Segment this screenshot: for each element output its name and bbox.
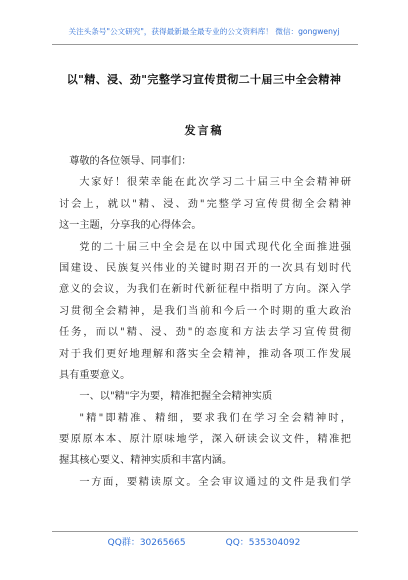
footer-contact bbox=[0, 535, 408, 548]
footer-qq-number: QQ：535304092 bbox=[225, 538, 301, 548]
paragraph-line: 一方面，要精读原文。全会审议通过的文件是我们学 bbox=[79, 476, 351, 488]
header-divider bbox=[52, 44, 358, 45]
paragraph-line: 具有重要意义。 bbox=[59, 369, 131, 381]
paragraph-line: 任务，而以"精、浸、劲"的态度和方法去学习宣传贯彻 bbox=[59, 327, 351, 339]
paragraph-line: 握其核心要义、精神实质和丰富内涵。 bbox=[59, 455, 233, 467]
footer-qq-group: QQ群：30265665 bbox=[107, 538, 186, 548]
paragraph-line: 党的二十届三中全会是在以中国式现代化全面推进强 bbox=[79, 241, 351, 253]
paragraph-line: 国建设、民族复兴伟业的关键时期召开的一次具有划时代 bbox=[59, 262, 351, 274]
document-body bbox=[59, 151, 351, 493]
paragraph-line: "精"即精准、精细，要求我们在学习全会精神时， bbox=[79, 412, 351, 424]
paragraph-line: 大家好！很荣幸能在此次学习二十届三中全会精神研 bbox=[79, 177, 351, 189]
paragraph-line: 习贯彻全会精神，是我们当前和今后一个时期的重大政治 bbox=[59, 305, 351, 317]
paragraph-line: 一、以"精"字为要，精准把握全会精神实质 bbox=[79, 391, 273, 403]
paragraph-line: 这一主题，分享我的心得体会。 bbox=[59, 220, 202, 232]
footer-divider bbox=[52, 531, 358, 532]
paragraph-line: 讨会上，就以"精、浸、劲"完整学习宣传贯彻全会精神 bbox=[59, 198, 351, 210]
paragraph-line: 对于我们更好地理解和落实全会精神，推动各项工作发展 bbox=[59, 348, 351, 360]
paragraph-line: 尊敬的各位领导、同事们： bbox=[69, 156, 192, 167]
paragraph-line: 要原原本本、原汁原味地学，深入研读会议文件，精准把 bbox=[59, 434, 351, 446]
document-title: 以"精、浸、劲"完整学习宣传贯彻二十届三中全会精神 bbox=[66, 73, 342, 86]
document-subtitle: 发言稿 bbox=[184, 124, 224, 137]
header-notice: 关注头条号"公文研究"，获得最新最全最专业的公文资料库！ 微信：gongwenyj bbox=[68, 27, 340, 36]
paragraph-line: 意义的会议，为我们在新时代新征程中指明了方向。深入学 bbox=[59, 284, 351, 296]
